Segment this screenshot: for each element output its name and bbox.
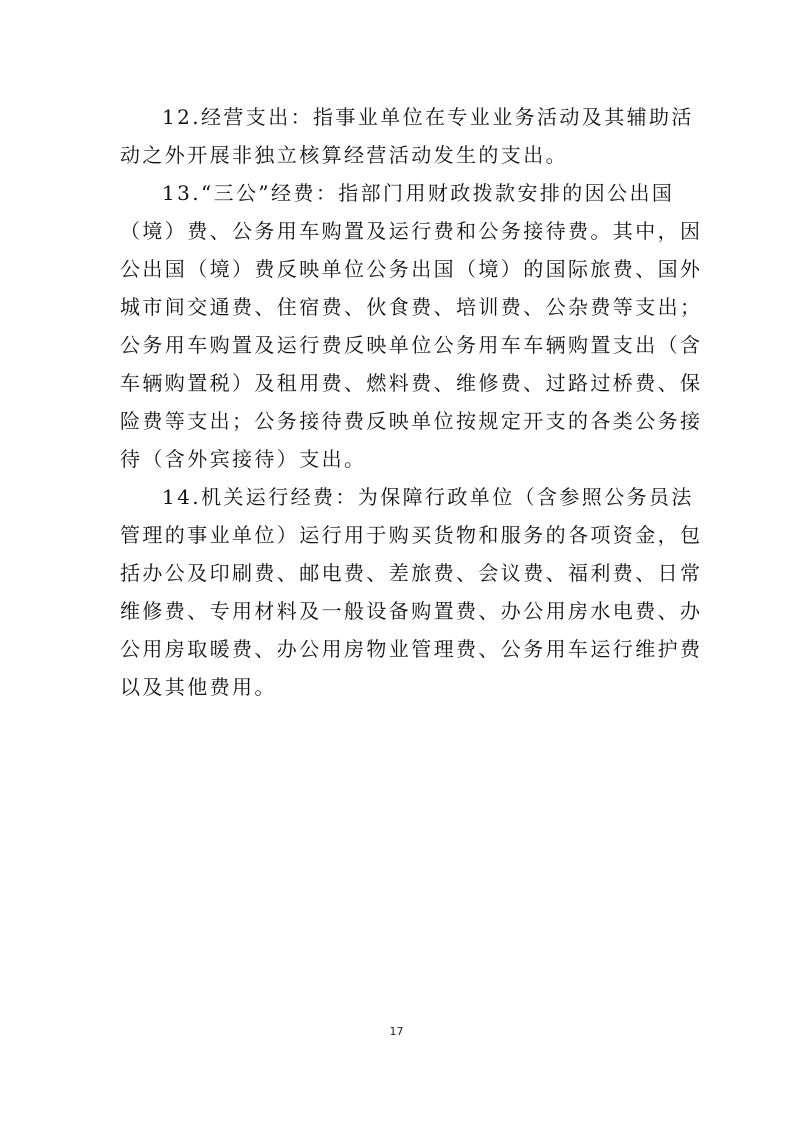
text-line: 待（含外宾接待）支出。 (120, 447, 367, 471)
paragraph-three-public-expenses (120, 174, 703, 478)
text-line: 12.经营支出：指事业单位在专业业务活动及其辅助活 (162, 105, 694, 129)
text-line: 动之外开展非独立核算经营活动发生的支出。 (120, 143, 568, 167)
text-line: 括办公及印刷费、邮电费、差旅费、会议费、福利费、日常 (120, 561, 703, 585)
text-line: 13.“三公”经费：指部门用财政拨款安排的因公出国 (162, 181, 675, 205)
text-line: 城市间交通费、住宿费、伙食费、培训费、公杂费等支出； (120, 295, 703, 319)
text-line: 以及其他费用。 (120, 675, 277, 699)
paragraph-operating-expenditure (120, 98, 694, 174)
text-line: （境）费、公务用车购置及运行费和公务接待费。其中，因 (120, 219, 703, 243)
document-body (120, 98, 703, 706)
text-line: 车辆购置税）及租用费、燃料费、维修费、过路过桥费、保 (120, 371, 703, 395)
text-line: 险费等支出；公务接待费反映单位按规定开支的各类公务接 (120, 409, 703, 433)
text-line: 14.机关运行经费：为保障行政单位（含参照公务员法 (162, 485, 694, 509)
text-line: 维修费、专用材料及一般设备购置费、办公用房水电费、办 (120, 599, 703, 623)
text-line: 公出国（境）费反映单位公务出国（境）的国际旅费、国外 (120, 257, 703, 281)
page-number: 17 (389, 1025, 404, 1038)
text-line: 管理的事业单位）运行用于购买货物和服务的各项资金，包 (120, 523, 703, 547)
paragraph-agency-operating-expenses (120, 478, 703, 706)
text-line: 公务用车购置及运行费反映单位公务用车车辆购置支出（含 (120, 333, 703, 357)
text-line: 公用房取暖费、办公用房物业管理费、公务用车运行维护费 (120, 637, 703, 661)
